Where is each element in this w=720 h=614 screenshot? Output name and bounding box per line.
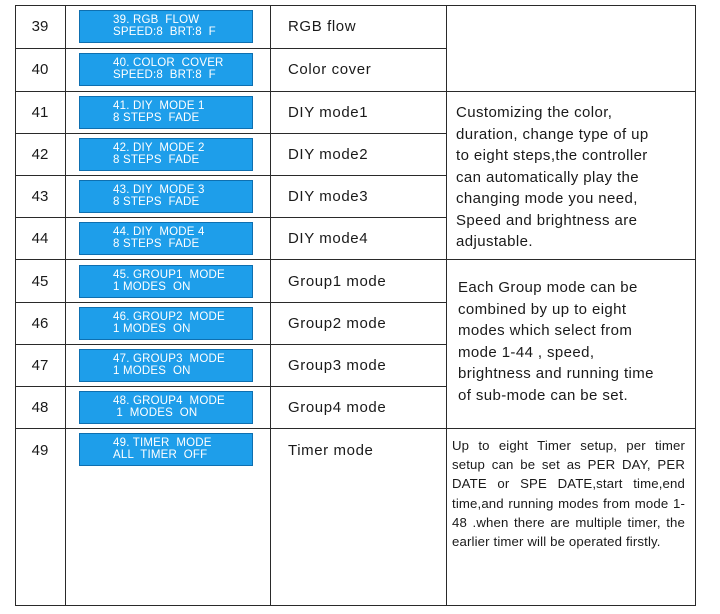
table-rule xyxy=(15,133,446,134)
table-rule xyxy=(270,5,271,606)
lcd-line-2: 1 MODES ON xyxy=(113,365,191,377)
lcd-line-1: 47. GROUP3 MODE xyxy=(113,353,225,365)
lcd-line-2: 1 MODES ON xyxy=(113,407,198,419)
row-number: 48 xyxy=(31,399,49,416)
timer-description: Up to eight Timer setup, per timer setup can be set as PER DAY, PER DATE or SPE DATE,start time,end time,and running modes from mode 1-48 .when there are multiple timer, the earlier timer will be operated firstly. xyxy=(452,438,685,550)
table-rule xyxy=(15,344,446,345)
lcd-display xyxy=(79,433,253,466)
lcd-display xyxy=(79,391,253,424)
table-rule xyxy=(65,5,66,606)
lcd-display xyxy=(79,10,253,43)
group-description xyxy=(458,277,654,406)
lcd-display xyxy=(79,138,253,171)
table-rule xyxy=(695,5,696,606)
lcd-line-1: 42. DIY MODE 2 xyxy=(113,142,205,154)
mode-name: DIY mode3 xyxy=(288,188,369,205)
desc-line: modes which select from xyxy=(458,322,633,339)
desc-line: of sub-mode can be set. xyxy=(458,386,629,404)
mode-name: DIY mode1 xyxy=(288,104,369,121)
table-rule xyxy=(15,217,446,218)
row-number: 41 xyxy=(31,104,49,121)
lcd-line-1: 43. DIY MODE 3 xyxy=(113,184,205,196)
row-number: 39 xyxy=(31,18,49,35)
lcd-display xyxy=(79,180,253,213)
row-number: 44 xyxy=(31,230,49,247)
lcd-line-1: 46. GROUP2 MODE xyxy=(113,311,225,323)
table-rule xyxy=(15,5,696,6)
table-rule xyxy=(15,428,696,429)
lcd-line-2: 8 STEPS FADE xyxy=(113,196,200,208)
table-rule xyxy=(15,48,446,49)
mode-name: DIY mode4 xyxy=(288,230,369,247)
mode-name: Group2 mode xyxy=(288,315,387,332)
table-rule xyxy=(15,259,696,260)
lcd-line-1: 44. DIY MODE 4 xyxy=(113,226,205,238)
table-rule xyxy=(15,605,696,606)
mode-name: Group3 mode xyxy=(288,357,387,374)
desc-line: duration, change type of up xyxy=(456,125,649,143)
desc-line: adjustable. xyxy=(456,233,533,250)
lcd-line-2: SPEED:8 BRT:8 F xyxy=(113,69,216,81)
desc-line: brightness and running time xyxy=(458,365,654,382)
diy-description xyxy=(456,102,649,253)
desc-line: Speed and brightness are xyxy=(456,211,638,229)
mode-name: DIY mode2 xyxy=(288,146,369,163)
mode-name: Group1 mode xyxy=(288,273,387,290)
lcd-display xyxy=(79,222,253,255)
lcd-display xyxy=(79,349,253,382)
row-number: 42 xyxy=(31,146,49,163)
mode-table xyxy=(15,5,696,606)
desc-line: mode 1-44 , speed, xyxy=(458,343,595,361)
lcd-line-1: 39. RGB FLOW xyxy=(113,14,200,26)
desc-line: Each Group mode can be xyxy=(458,279,638,296)
lcd-line-1: 48. GROUP4 MODE xyxy=(113,395,225,407)
desc-line: changing mode you need, xyxy=(456,190,638,207)
lcd-line-2: 1 MODES ON xyxy=(113,281,191,293)
lcd-line-2: 8 STEPS FADE xyxy=(113,238,200,250)
lcd-display xyxy=(79,265,253,298)
row-number: 43 xyxy=(31,188,49,205)
row-number: 40 xyxy=(31,61,49,78)
lcd-line-1: 49. TIMER MODE xyxy=(113,437,212,449)
lcd-display xyxy=(79,307,253,340)
lcd-line-1: 41. DIY MODE 1 xyxy=(113,100,205,112)
lcd-display xyxy=(79,96,253,129)
lcd-line-2: 8 STEPS FADE xyxy=(113,112,200,124)
row-number: 47 xyxy=(31,357,49,374)
table-rule xyxy=(446,5,447,606)
desc-line: to eight steps,the controller xyxy=(456,147,648,164)
row-number: 49 xyxy=(31,442,49,459)
mode-name: RGB flow xyxy=(288,18,357,35)
table-rule xyxy=(15,91,696,92)
mode-name: Group4 mode xyxy=(288,399,387,416)
table-rule xyxy=(15,5,16,606)
lcd-line-2: SPEED:8 BRT:8 F xyxy=(113,26,216,38)
table-rule xyxy=(15,302,446,303)
desc-line: can automatically play the xyxy=(456,168,639,186)
table-rule xyxy=(15,175,446,176)
table-rule xyxy=(15,386,446,387)
desc-line: combined by up to eight xyxy=(458,300,627,318)
desc-line: Customizing the color, xyxy=(456,104,613,121)
lcd-line-1: 45. GROUP1 MODE xyxy=(113,269,225,281)
row-number: 45 xyxy=(31,273,49,290)
lcd-display xyxy=(79,53,253,86)
lcd-line-2: 8 STEPS FADE xyxy=(113,154,200,166)
lcd-line-1: 40. COLOR COVER xyxy=(113,57,224,69)
lcd-line-2: ALL TIMER OFF xyxy=(113,449,208,461)
mode-name: Timer mode xyxy=(288,442,374,459)
lcd-line-2: 1 MODES ON xyxy=(113,323,191,335)
row-number: 46 xyxy=(31,315,49,332)
mode-name: Color cover xyxy=(288,61,372,78)
